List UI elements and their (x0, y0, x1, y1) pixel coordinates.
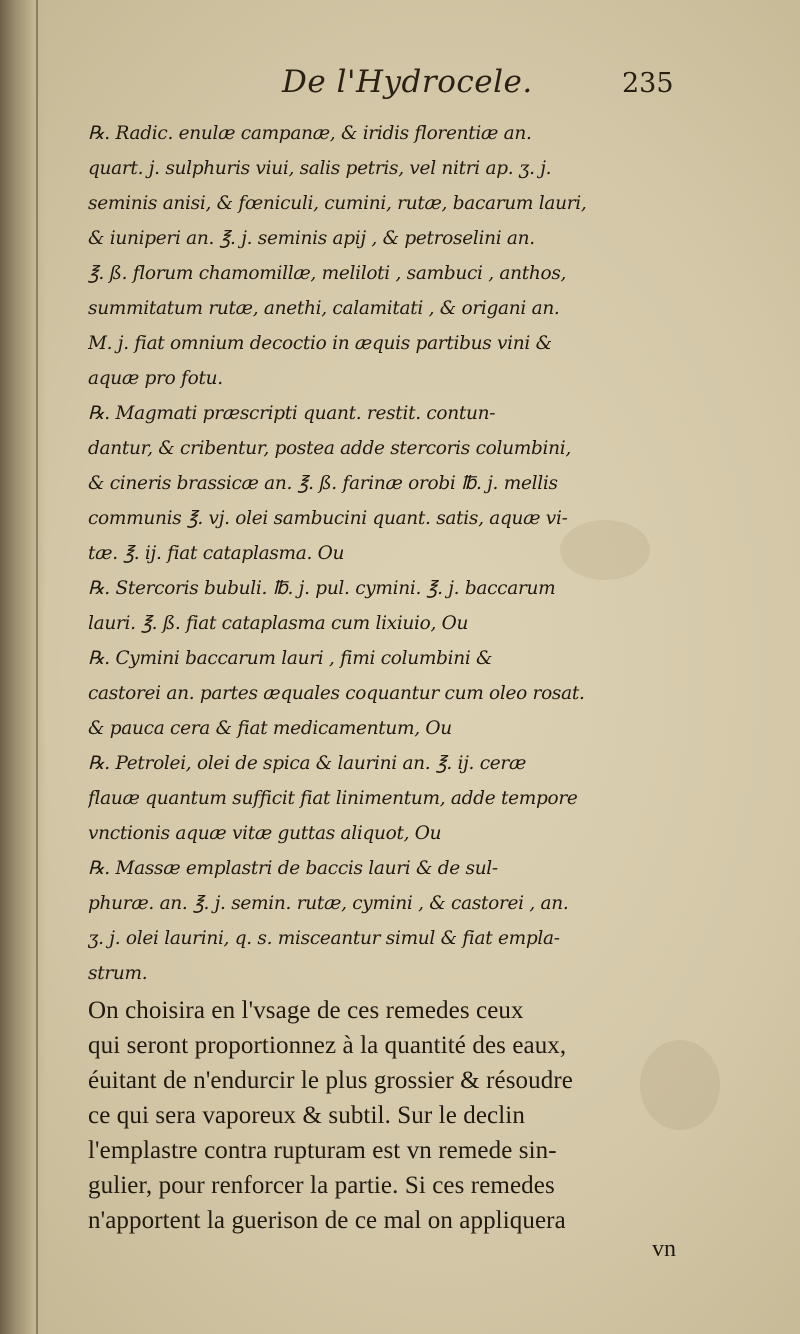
recipe-line: castorei an. partes æquales coquantur cum oleo rosat. (88, 683, 585, 704)
recipe-line: ℞. Massæ emplastri de baccis lauri & de sul- (88, 858, 498, 879)
recipe-line: strum. (88, 963, 148, 984)
paragraph-line: gulier, pour renforcer la partie. Si ces remedes (88, 1172, 555, 1199)
running-title: De l'Hydrocele. (282, 64, 533, 100)
page-number: 235 (622, 68, 674, 99)
recipe-line: dantur, & cribentur, postea adde stercoris columbini, (88, 438, 571, 459)
paragraph-line: n'apportent la guerison de ce mal on appliquera (88, 1207, 566, 1234)
paragraph-line: l'emplastre contra rupturam est vn remede sin- (88, 1137, 557, 1164)
latin-recipes (88, 116, 720, 991)
binding-edge (36, 0, 38, 1334)
recipe-line: lauri. ℥. ß. fiat cataplasma cum lixiuio, Ou (88, 613, 469, 634)
paragraph-line: ce qui sera vaporeux & subtil. Sur le declin (88, 1102, 525, 1129)
recipe-line: ℞. Magmati præscripti quant. restit. contun- (88, 403, 496, 424)
recipe-line: ʒ. j. olei laurini, q. s. misceantur simul & fiat empla- (88, 928, 560, 949)
french-paragraph (88, 993, 720, 1238)
recipe-line: quart. j. sulphuris viui, salis petris, vel nitri ap. ʒ. j. (88, 158, 552, 179)
paragraph-line: On choisira en l'vsage de ces remedes ceux (88, 997, 524, 1024)
recipe-line: summitatum rutæ, anethi, calamitati , & origani an. (88, 298, 560, 319)
recipe-line: tæ. ℥. ij. fiat cataplasma. Ou (88, 543, 345, 564)
recipe-line: vnctionis aquæ vitæ guttas aliquot, Ou (88, 823, 442, 844)
recipe-line: ℞. Radic. enulæ campanæ, & iridis florentiæ an. (88, 123, 532, 144)
recipe-line: aquæ pro fotu. (88, 368, 223, 389)
recipe-line: ℞. Cymini baccarum lauri , fimi columbini & (88, 648, 493, 669)
paragraph-line: qui seront proportionnez à la quantité des eaux, (88, 1032, 567, 1059)
recipe-line: communis ℥. vj. olei sambucini quant. satis, aquæ vi- (88, 508, 568, 529)
paragraph-line: éuitant de n'endurcir le plus grossier & résoudre (88, 1067, 573, 1094)
recipe-line: & iuniperi an. ℥. j. seminis apij , & petroselini an. (88, 228, 535, 249)
recipe-line: & pauca cera & fiat medicamentum, Ou (88, 718, 452, 739)
recipe-line: seminis anisi, & fœniculi, cumini, rutæ, bacarum lauri, (88, 193, 587, 214)
page-body (88, 116, 720, 1238)
catchword: vn (652, 1236, 676, 1262)
recipe-line: ℞. Stercoris bubuli. ℔. j. pul. cymini. ℥. j. baccarum (88, 578, 556, 599)
recipe-line: & cineris brassicæ an. ℥. ß. farinæ orobi ℔. j. mellis (88, 473, 558, 494)
recipe-line: M. j. fiat omnium decoctio in æquis partibus vini & (88, 333, 552, 354)
page-header (0, 64, 800, 114)
recipe-line: ℥. ß. florum chamomillæ, meliloti , sambuci , anthos, (88, 263, 567, 284)
recipe-line: flauæ quantum sufficit fiat linimentum, adde tempore (88, 788, 578, 809)
binding-gutter (0, 0, 46, 1334)
recipe-line: ℞. Petrolei, olei de spica & laurini an. ℥. ij. ceræ (88, 753, 527, 774)
recipe-line: phuræ. an. ℥. j. semin. rutæ, cymini , & castorei , an. (88, 893, 569, 914)
